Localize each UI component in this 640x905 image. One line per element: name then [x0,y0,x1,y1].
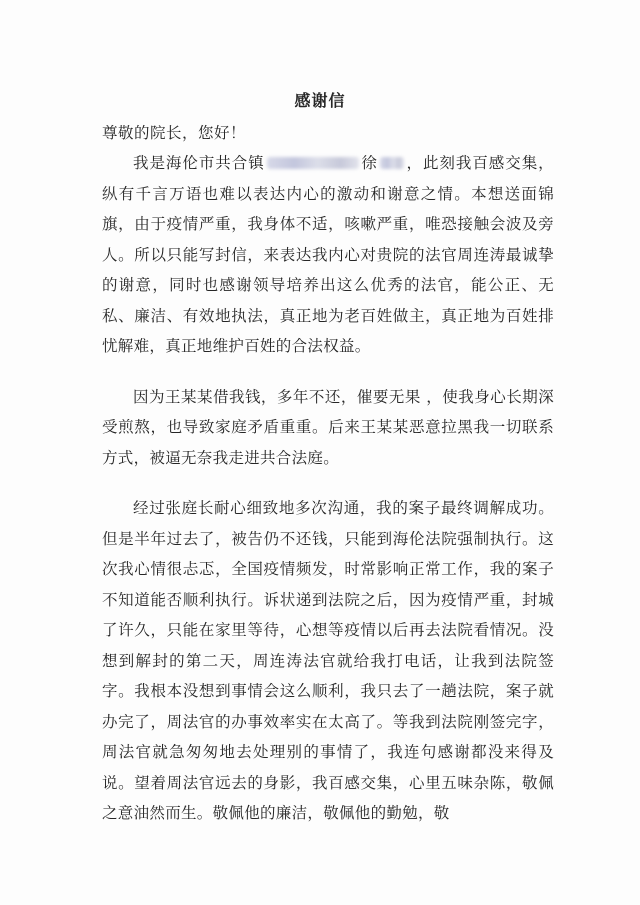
redacted-name-block [380,157,404,169]
letter-body [102,148,554,849]
paragraph-1-name-char: 徐 [360,154,378,172]
paragraph-3: 经过张庭长耐心细致地多次沟通，我的案子最终调解成功。但是半年过去了，被告仍不还钱，只能到海伦法院强制执行。这次我心情很忐忑，全国疫情频发，时常影响正常工作，我的案子不知道能否顺利执行。诉状递到法院之后，因为疫情严重，封城了许久，只能在家里等待，心想等疫情以后再去法院看情况。没想到解封的第二天，周连涛法官就给我打电话，让我到法院签字。我根本没想到事情会这么顺利，我只去了一趟法院，案子就办完了，周法官的办事效率实在太高了。等我到法院刚签完字，周法官就急匆匆地去处理别的事情了，我连句感谢都没来得及说。望着周法官远去的身影，我百感交集，心里五味杂陈，敬佩之意油然而生。敬佩他的廉洁，敬佩他的勤勉，敬 [102,499,554,822]
paragraph-1 [102,148,554,362]
letter-salutation: 尊敬的院长，您好！ [102,124,247,142]
letter-title: 感谢信 [294,91,346,110]
paragraph-1-start: 我是海伦市共合镇 [133,154,265,172]
redacted-text-block [267,157,359,169]
paragraph-2: 因为王某某借我钱，多年不还，催要无果 ，使我身心长期深受煎熬，也导致家庭矛盾重重。后来王某某恶意拉黑我一切联系方式，被逼无奈我走进共合法庭。 [102,387,554,467]
paragraph-1-rest: ，此刻我百感交集，纵有千言万语也难以表达内心的激动和谢意之情。本想送面锦旗，由于疫情严重，我身体不适，咳嗽严重，唯恐接触会波及旁人。所以只能写封信，来表达我内心对贵院的法官周连涛最诚挚的谢意，同时也感谢领导培养出这么优秀的法官，能公正、无私、廉洁、有效地执法，真正地为老百姓做主，真正地为百姓排忧解难，真正地维护百姓的合法权益。 [102,154,554,355]
